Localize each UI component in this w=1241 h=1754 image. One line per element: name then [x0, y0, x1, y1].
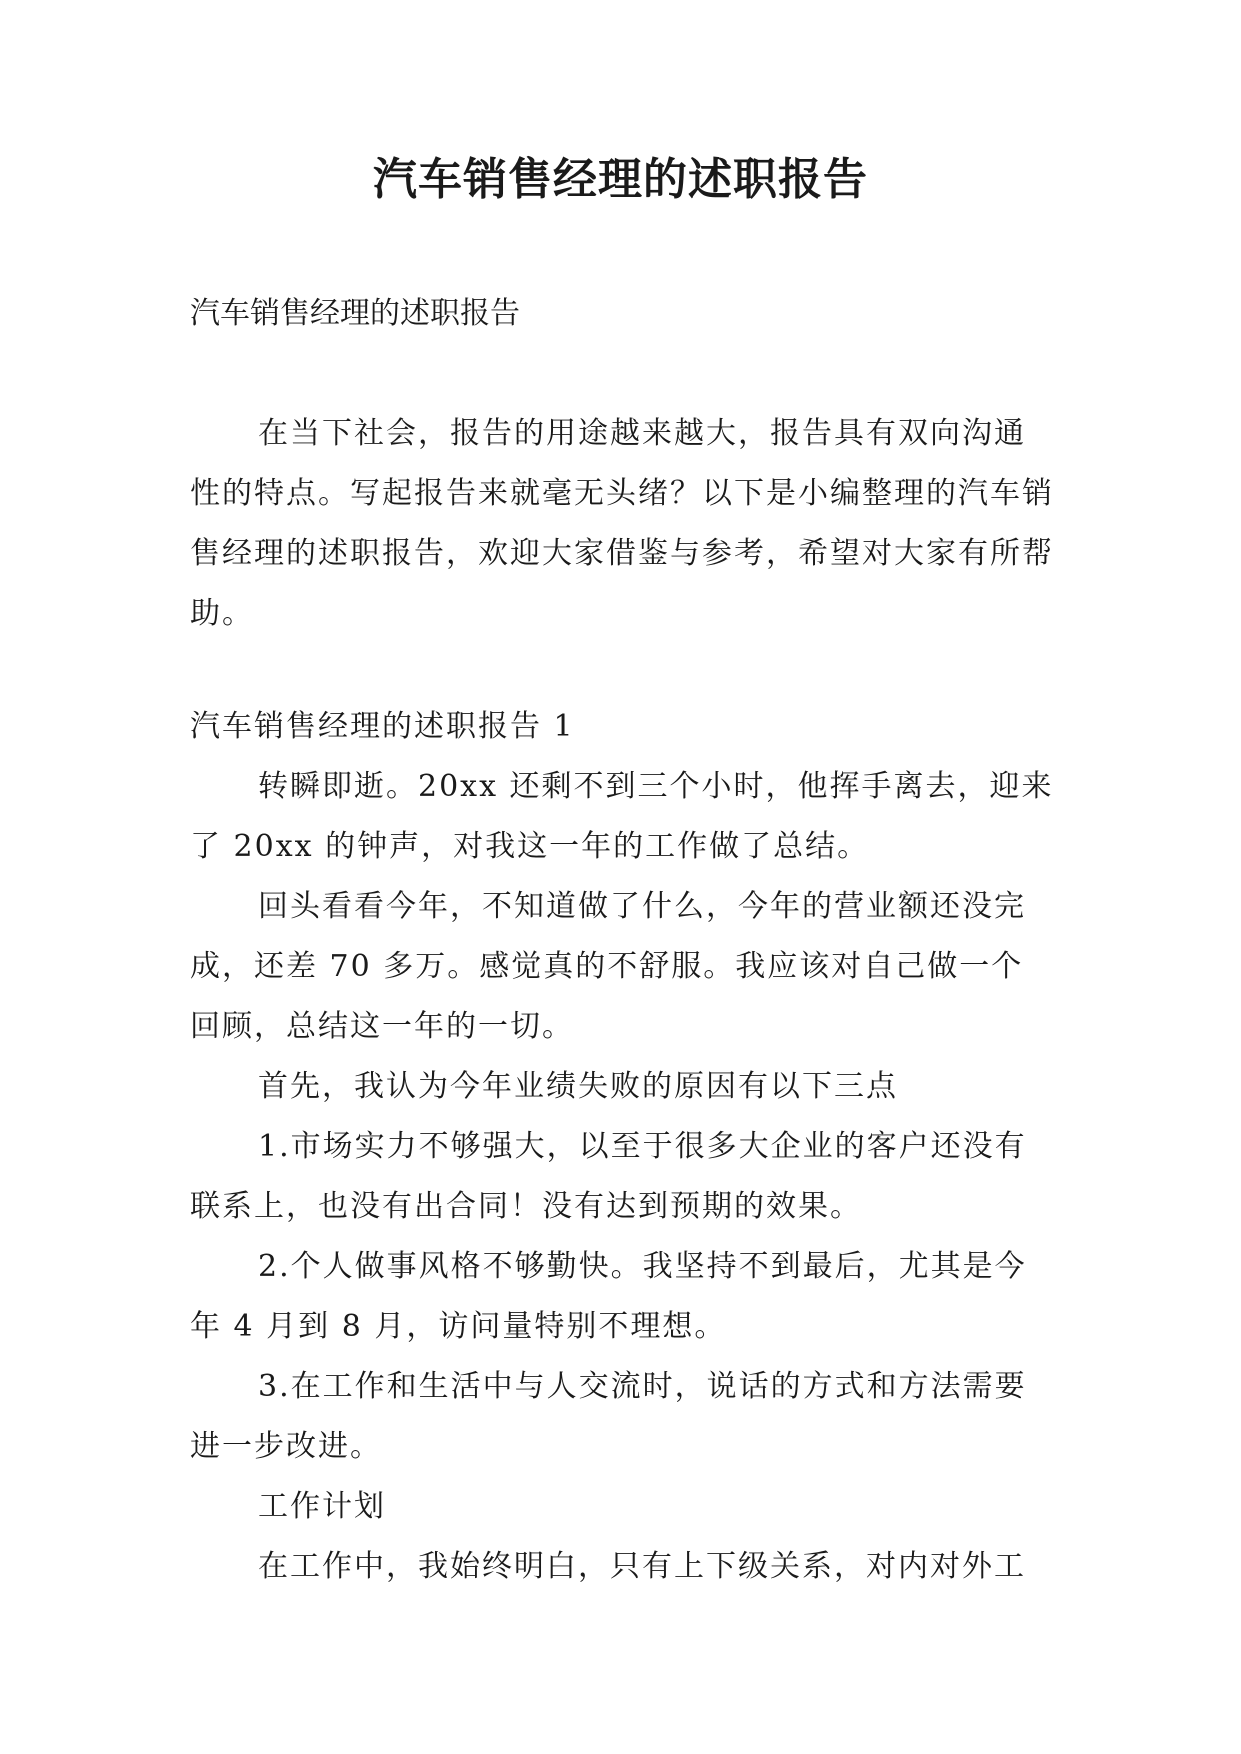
body-paragraph: 1.市场实力不够强大，以至于很多大企业的客户还没有联系上，也没有出合同！没有达到预期的效果。: [190, 1129, 1027, 1224]
document-subtitle: 汽车销售经理的述职报告: [190, 296, 520, 331]
body-paragraph: 回头看看今年，不知道做了什么，今年的营业额还没完成，还差 70 多万。感觉真的不舒服。我应该对自己做一个回顾，总结这一年的一切。: [190, 889, 1026, 1044]
body-paragraph: 2.个人做事风格不够勤快。我坚持不到最后，尤其是今年 4 月到 8 月，访问量特别不理想。: [190, 1249, 1027, 1344]
intro-paragraph: 在当下社会，报告的用途越来越大，报告具有双向沟通性的特点。写起报告来就毫无头绪？以下是小编整理的汽车销售经理的述职报告，欢迎大家借鉴与参考，希望对大家有所帮助。: [190, 416, 1054, 631]
section-heading: 汽车销售经理的述职报告 1: [190, 709, 575, 744]
body-paragraph: 3.在工作和生活中与人交流时，说话的方式和方法需要进一步改进。: [190, 1369, 1027, 1464]
report-section-1: [190, 697, 1054, 1597]
document-title: 汽车销售经理的述职报告: [373, 154, 868, 205]
subheading-work-plan: 工作计划: [258, 1489, 386, 1524]
body-paragraph: 在工作中，我始终明白，只有上下级关系，对内对外工: [258, 1549, 1026, 1584]
body-paragraph: 首先，我认为今年业绩失败的原因有以下三点: [258, 1069, 898, 1104]
body-paragraph: 转瞬即逝。20xx 还剩不到三个小时，他挥手离去，迎来了 20xx 的钟声，对我这一年的工作做了总结。: [190, 769, 1054, 864]
